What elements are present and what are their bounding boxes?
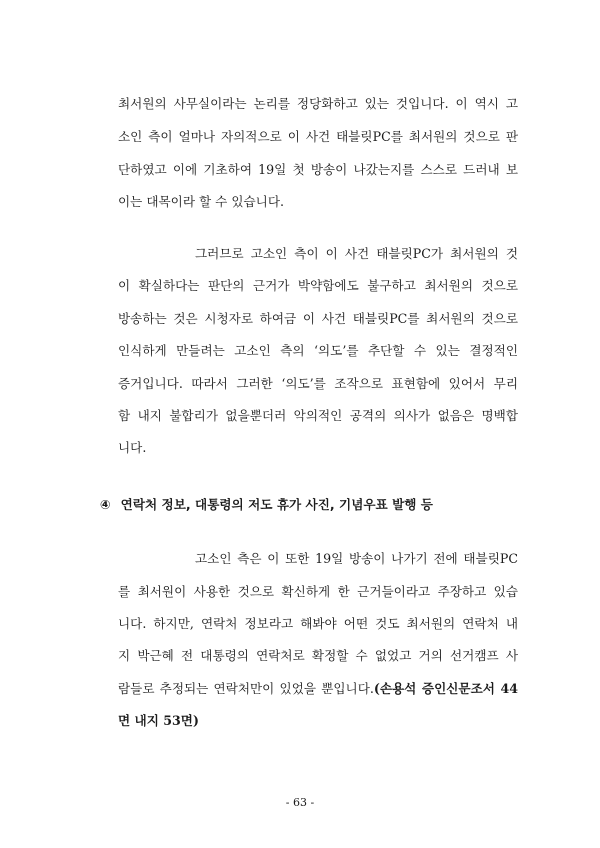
paragraph2-line-7: 니다. bbox=[118, 440, 147, 455]
section-heading bbox=[100, 494, 520, 513]
paragraph3-line-3: 니다. 하지만, 연락처 정보라고 해봐야 어떤 것도 최서원의 연락처 내 bbox=[118, 616, 518, 631]
paragraph1-line-4: 이는 대목이라 할 수 있습니다. bbox=[118, 194, 285, 209]
paragraph1-line-2: 소인 측이 얼마나 자의적으로 이 사건 태블릿PC를 최서원의 것으로 판 bbox=[118, 129, 518, 144]
citation-end: 면 내지 53면) bbox=[118, 713, 199, 728]
paragraph3-line-5 bbox=[118, 683, 518, 696]
paragraph2-line-6: 함 내지 불합리가 없을뿐더러 악의적인 공격의 의사가 없음은 명백합 bbox=[118, 408, 518, 423]
paragraph3-line-5-text: 람들로 추정되는 연락처만이 있었을 뿐입니다. bbox=[118, 681, 374, 696]
paragraph3-line-2: 를 최서원이 사용한 것으로 확신하게 한 근거들이라고 주장하고 있습 bbox=[118, 584, 518, 599]
paragraph1-line-1: 최서원의 사무실이라는 논리를 정당화하고 있는 것입니다. 이 역시 고 bbox=[118, 96, 518, 111]
paragraph2-line-2: 이 확실하다는 판단의 근거가 박약함에도 불구하고 최서원의 것으로 bbox=[118, 278, 518, 293]
paragraph3-line-4: 지 박근혜 전 대통령의 연락처로 확정할 수 없었고 거의 선거캠프 사 bbox=[118, 648, 518, 663]
section-number: ④ bbox=[100, 497, 111, 512]
page-number: - 63 - bbox=[285, 796, 315, 809]
paragraph1-line-3: 단하였고 이에 기초하여 19일 첫 방송이 나갔는지를 스스로 드러내 보 bbox=[118, 162, 518, 177]
paragraph2-line-1: 그러므로 고소인 측이 이 사건 태블릿PC가 최서원의 것 bbox=[195, 246, 518, 261]
paragraph3-line-1: 고소인 측은 이 또한 19일 방송이 나가기 전에 태블릿PC bbox=[195, 551, 518, 566]
paragraph2-line-3: 방송하는 것은 시청자로 하여금 이 사건 태블릿PC를 최서원의 것으로 bbox=[118, 311, 518, 326]
paragraph2-line-4: 인식하게 만들려는 고소인 측의 ‘의도’를 추단할 수 있는 결정적인 bbox=[118, 343, 518, 358]
paragraph2-line-5: 증거입니다. 따라서 그러한 ‘의도’를 조작으로 표현함에 있어서 무리 bbox=[118, 376, 518, 391]
section-title: 연락처 정보, 대통령의 저도 휴가 사진, 기념우표 발행 등 bbox=[120, 497, 433, 512]
citation-start: (손용석 증인신문조서 44 bbox=[373, 681, 518, 696]
